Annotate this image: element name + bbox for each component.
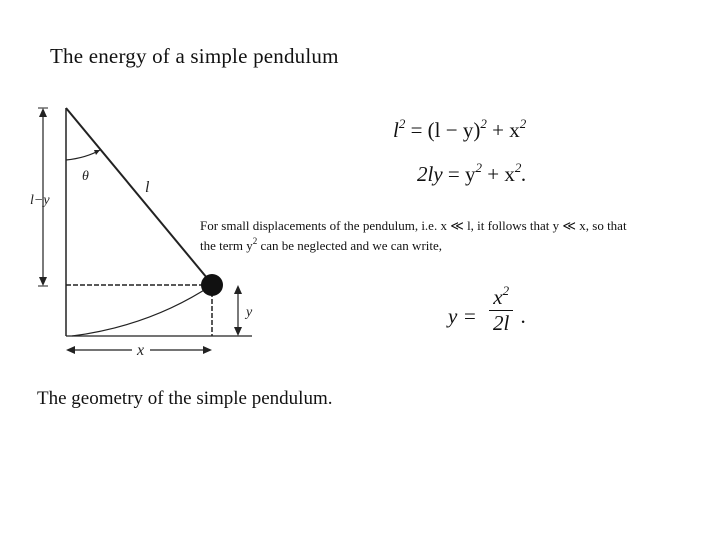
l-minus-y-arrowhead-top <box>39 108 47 117</box>
paragraph-line-1: For small displacements of the pendulum, i.e. x ≪ l, it follows that y ≪ x, so that <box>200 218 627 233</box>
x-label: x <box>137 342 145 359</box>
figure-caption: The geometry of the simple pendulum. <box>37 388 333 409</box>
equation-3-period: . <box>521 304 527 328</box>
pendulum-bob <box>201 274 223 296</box>
theta-label: θ <box>82 169 89 184</box>
l-minus-y-label: l−y <box>30 193 50 208</box>
x-arrowhead-right <box>203 346 212 354</box>
y-arrowhead-bottom <box>234 327 242 336</box>
slide-title: The energy of a simple pendulum <box>50 44 339 68</box>
equation-2: $2ly = y^2 + x^2$. <box>417 160 527 186</box>
paragraph-line-2: the term $y^2$ can be neglected and we can write, <box>200 236 443 253</box>
equation-3-fraction: $\frac{x^2}{2l}$ <box>489 285 513 336</box>
x-arrowhead-left <box>66 346 75 354</box>
pendulum-string <box>66 108 212 284</box>
l-minus-y-arrowhead-bottom <box>39 277 47 286</box>
y-label: y <box>246 305 253 320</box>
swing-arc <box>72 285 212 336</box>
y-arrowhead-top <box>234 285 242 294</box>
length-label: l <box>145 179 150 196</box>
equation-3-lhs: y = <box>448 304 477 328</box>
equation-1: $l^2 = (l - y)^2 + x^2$ <box>393 116 527 142</box>
